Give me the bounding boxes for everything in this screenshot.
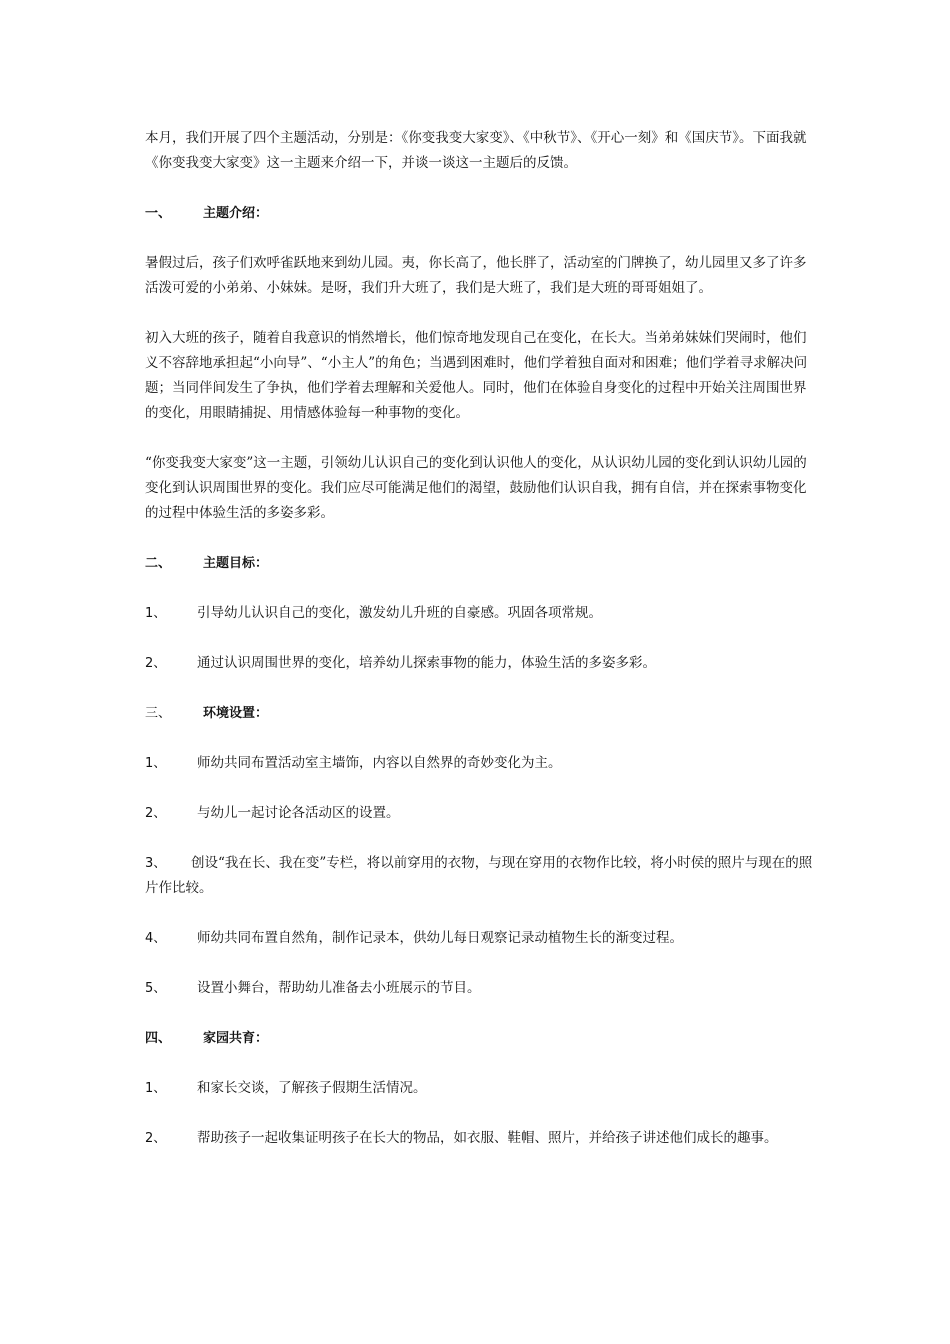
section-3-heading — [145, 701, 815, 726]
list-item — [145, 751, 815, 776]
section-3-title: 环境设置： — [203, 706, 269, 721]
list-item — [145, 801, 815, 826]
list-item — [145, 976, 815, 1001]
list-item-text: 与幼儿一起讨论各活动区的设置。 — [197, 805, 400, 821]
intro-paragraph: 本月，我们开展了四个主题活动，分别是：《你变我变大家变》、《中秋节》、《开心一刻》和《国庆节》。下面我就《你变我变大家变》这一主题来介绍一下，并谈一谈这一主题后的反馈。 — [145, 130, 807, 171]
list-item-number: 1、 — [145, 1081, 167, 1096]
section-1-heading — [145, 201, 815, 226]
list-item-number: 4、 — [145, 931, 167, 946]
list-item-text: 通过认识周围世界的变化，培养幼儿探索事物的能力，体验生活的多姿多彩。 — [197, 655, 656, 671]
section-1-paragraph: “你变我变大家变”这一主题，引领幼儿认识自己的变化到认识他人的变化，从认识幼儿园的变化到认识幼儿园的变化到认识周围世界的变化。我们应尽可能满足他们的渴望，鼓励他们认识自我，拥有自信，并在探索事物变化的过程中体验生活的多姿多彩。 — [145, 455, 807, 521]
list-item — [145, 601, 815, 626]
list-item — [145, 1126, 815, 1151]
list-item — [145, 926, 815, 951]
section-1-paragraph: 初入大班的孩子，随着自我意识的悄然增长，他们惊奇地发现自己在变化，在长大。当弟弟妹妹们哭闹时，他们义不容辞地承担起“小向导”、“小主人”的角色；当遇到困难时，他们学着独自面对和困难；他们学着寻求解决问题；当同伴间发生了争执，他们学着去理解和关爱他人。同时，他们在体验自身变化的过程中开始关注周围世界的变化，用眼睛捕捉、用情感体验每一种事物的变化。 — [145, 330, 808, 421]
list-item-number: 1、 — [145, 756, 167, 771]
list-item-text: 设置小舞台，帮助幼儿准备去小班展示的节目。 — [197, 980, 481, 996]
list-item-text: 帮助孩子一起收集证明孩子在长大的物品，如衣服、鞋帽、照片，并给孩子讲述他们成长的趣事。 — [197, 1130, 778, 1146]
list-item — [145, 851, 815, 901]
section-1-title: 主题介绍： — [203, 206, 269, 221]
list-item — [145, 651, 815, 676]
section-2-heading — [145, 551, 815, 576]
list-item-number: 2、 — [145, 806, 167, 821]
list-item-text: 创设“我在长、我在变”专栏，将以前穿用的衣物，与现在穿用的衣物作比较，将小时侯的照片与现在的照片作比较。 — [145, 855, 813, 896]
section-2-number: 二、 — [145, 556, 172, 571]
list-item-number: 5、 — [145, 981, 167, 996]
document-page — [145, 126, 815, 1151]
section-4-heading — [145, 1026, 815, 1051]
list-item-number: 3、 — [145, 856, 167, 871]
section-1-paragraph: 暑假过后，孩子们欢呼雀跃地来到幼儿园。夷，你长高了，他长胖了，活动室的门牌换了，幼儿园里又多了许多活泼可爱的小弟弟、小妹妹。是呀，我们升大班了，我们是大班了，我们是大班的哥哥姐姐了。 — [145, 255, 807, 296]
list-item-text: 师幼共同布置活动室主墙饰，内容以自然界的奇妙变化为主。 — [197, 755, 562, 771]
list-item-number: 1、 — [145, 606, 167, 621]
list-item — [145, 1076, 815, 1101]
list-item-text: 师幼共同布置自然角，制作记录本，供幼儿每日观察记录动植物生长的渐变过程。 — [197, 930, 683, 946]
section-4-title: 家园共育： — [203, 1031, 269, 1046]
list-item-number: 2、 — [145, 656, 167, 671]
section-2-title: 主题目标： — [203, 556, 269, 571]
section-4-number: 四、 — [145, 1031, 172, 1046]
list-item-text: 引导幼儿认识自己的变化，激发幼儿升班的自豪感。巩固各项常规。 — [197, 605, 602, 621]
section-3-number: 三、 — [145, 706, 172, 721]
list-item-number: 2、 — [145, 1131, 167, 1146]
list-item-text: 和家长交谈，了解孩子假期生活情况。 — [197, 1080, 427, 1096]
section-1-number: 一、 — [145, 206, 172, 221]
